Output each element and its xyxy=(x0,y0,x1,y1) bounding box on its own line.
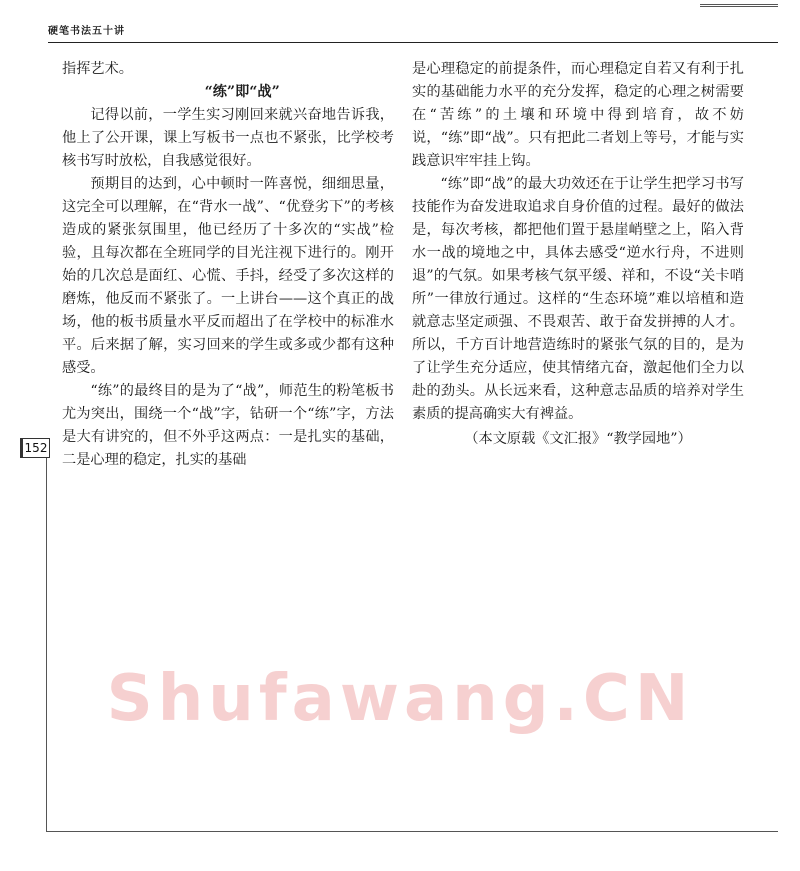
source-note: （本文原载《文汇报》“教学园地”） xyxy=(464,431,692,447)
left-paragraph-2: 预期目的达到，心中顿时一阵喜悦，细细思量，这完全可以理解，在“背水一战”、“优登劣下”的考核造成的紧张氛围里，他已经历了十多次的“实战”检验，且每次都在全班同学的目光注视下进行的。刚开始的几次总是面红、心慌、手抖，经受了多次这样的磨炼，他反而不紧张了。一上讲台——这个真正的战场，他的板书质量水平反而超出了在学校中的标准水平。后来据了解，实习回来的学生或多或少都有这种感受。 xyxy=(62,176,394,376)
page-frame-left xyxy=(46,448,47,832)
left-column xyxy=(62,58,394,472)
watermark: Shufawang.CN xyxy=(106,662,694,736)
header-rule xyxy=(48,42,778,43)
page-frame-bottom xyxy=(46,831,778,832)
running-header: 硬笔书法五十讲 xyxy=(48,26,125,37)
right-paragraph-1: 是心理稳定的前提条件，而心理稳定自若又有利于扎实的基础能力水平的充分发挥，稳定的心理之树需要在“苦练”的土壤和环境中得到培育，故不妨说，“练”即“战”。只有把此二者划上等号，才能与实践意识牢牢挂上钩。 xyxy=(412,61,744,169)
page-number: 152 xyxy=(20,438,50,458)
left-continuation: 指挥艺术。 xyxy=(62,61,133,77)
left-paragraph-3: “练”的最终目的是为了“战”，师范生的粉笔板书尤为突出，围绕一个“战”字，钻研一个“练”字，方法是大有讲究的，但不外乎这两点：一是扎实的基础，二是心理的稳定，扎实的基础 xyxy=(62,383,394,468)
right-paragraph-2: “练”即“战”的最大功效还在于让学生把学习书写技能作为奋发进取追求自身价值的过程。最好的做法是，每次考核，都把他们置于悬崖峭壁之上，陷入背水一战的境地之中，具体去感受“逆水行舟，不进则退”的气氛。如果考核气氛平缓、祥和，不设“关卡哨所”一律放行通过。这样的“生态环境”难以培植和造就意志坚定顽强、不畏艰苦、敢于奋发拼搏的人才。所以，千方百计地营造练时的紧张气氛的目的，是为了让学生充分适应，使其情绪亢奋，激起他们全力以赴的劲头。从长远来看，这种意志品质的培养对学生素质的提高确实大有裨益。 xyxy=(412,176,744,422)
top-corner-rule xyxy=(700,4,778,7)
left-paragraph-1: 记得以前，一学生实习刚回来就兴奋地告诉我，他上了公开课，课上写板书一点也不紧张，比学校考核书写时放松，自我感觉很好。 xyxy=(62,107,394,169)
right-column xyxy=(412,58,744,451)
section-heading: “练”即“战” xyxy=(204,84,280,100)
